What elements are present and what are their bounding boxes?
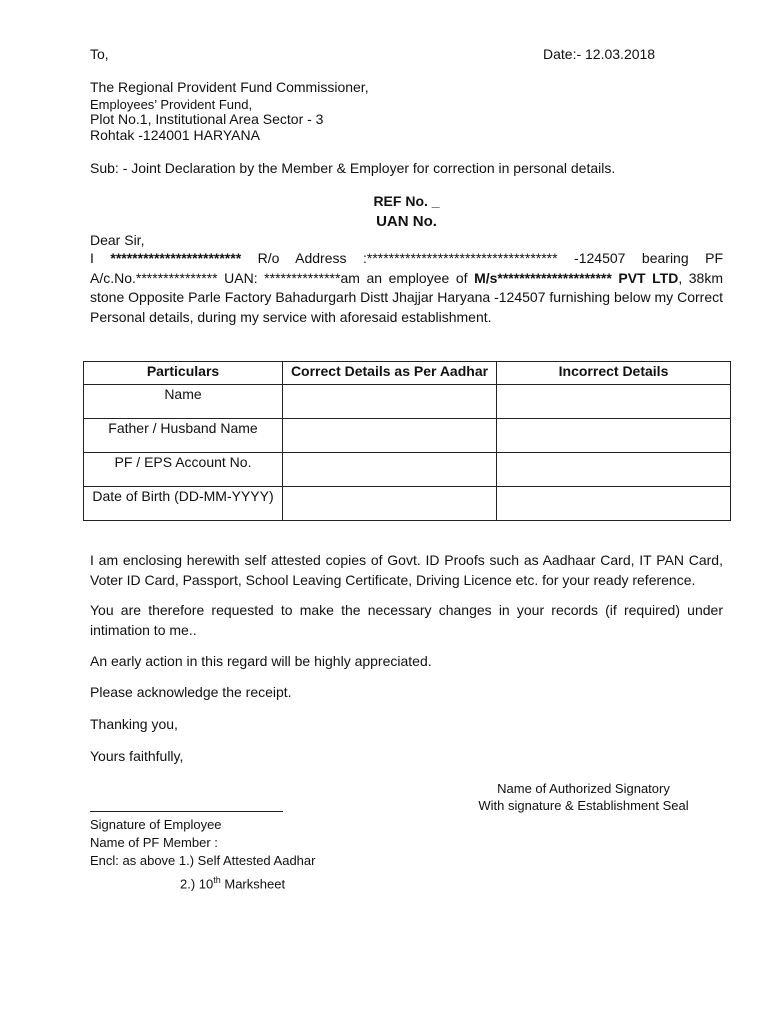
request-paragraph: You are therefore requested to make the necessary changes in your records (if required) under intimation to me.. bbox=[90, 602, 723, 638]
intro-address: R/o Address :*********************************** -124507 bearing PF A/c.No.*************** UAN: **************am an employee of bbox=[90, 250, 724, 286]
encl2-post: Marksheet bbox=[220, 876, 286, 892]
member-name: ************************ bbox=[110, 250, 242, 266]
ref-number: REF No. _ bbox=[373, 193, 440, 209]
table-header-row bbox=[84, 362, 731, 385]
salutation: Dear Sir, bbox=[90, 232, 145, 248]
uan-number: UAN No. bbox=[376, 213, 437, 230]
to-line: To, bbox=[90, 46, 109, 62]
subject-line: Sub: - Joint Declaration by the Member & Employer for correction in personal details. bbox=[90, 160, 616, 176]
details-table bbox=[83, 361, 731, 521]
cell-correct bbox=[283, 419, 497, 453]
thanking-line: Thanking you, bbox=[90, 716, 178, 732]
encl2-sup: th bbox=[213, 875, 221, 885]
authorized-signatory-label: Name of Authorized Signatory bbox=[497, 781, 670, 796]
cell-incorrect bbox=[497, 419, 731, 453]
pf-member-label: Name of PF Member : bbox=[90, 835, 218, 850]
header-correct: Correct Details as Per Aadhar bbox=[283, 362, 497, 385]
address-line-2: Employees’ Provident Fund, bbox=[90, 97, 253, 112]
employee-signature-label: Signature of Employee bbox=[90, 817, 222, 832]
address-line-1: The Regional Provident Fund Commissioner, bbox=[90, 79, 369, 95]
header-incorrect: Incorrect Details bbox=[497, 362, 731, 385]
cell-incorrect bbox=[497, 487, 731, 521]
cell-correct bbox=[283, 453, 497, 487]
employer-name: M/s********************* PVT LTD bbox=[474, 269, 679, 286]
row-label-pf: PF / EPS Account No. bbox=[84, 453, 283, 487]
table-row bbox=[84, 419, 731, 453]
row-label-dob: Date of Birth (DD-MM-YYYY) bbox=[84, 487, 283, 521]
enclosure-line-1: Encl: as above 1.) Self Attested Aadhar bbox=[90, 853, 316, 868]
encl2-pre: 2.) 10 bbox=[180, 876, 214, 892]
row-label-father: Father / Husband Name bbox=[84, 419, 283, 453]
cell-correct bbox=[283, 385, 497, 419]
intro-paragraph bbox=[90, 249, 723, 327]
date-line: Date:- 12.03.2018 bbox=[543, 46, 656, 62]
enclosure-line-2 bbox=[180, 872, 285, 892]
table-row bbox=[84, 487, 731, 521]
address-line-3: Plot No.1, Institutional Area Sector - 3 bbox=[90, 111, 324, 127]
header-particulars: Particulars bbox=[84, 362, 283, 385]
address-line-4: Rohtak -124001 HARYANA bbox=[90, 127, 260, 143]
row-label-name: Name bbox=[84, 385, 283, 419]
signature-line bbox=[90, 811, 283, 812]
cell-incorrect bbox=[497, 385, 731, 419]
cell-incorrect bbox=[497, 453, 731, 487]
intro-i: I bbox=[90, 250, 94, 266]
table-row bbox=[84, 385, 731, 419]
acknowledge-line: Please acknowledge the receipt. bbox=[90, 684, 292, 700]
early-action-line: An early action in this regard will be highly appreciated. bbox=[90, 653, 432, 669]
closing-line: Yours faithfully, bbox=[90, 748, 184, 764]
table-row bbox=[84, 453, 731, 487]
establishment-seal-label: With signature & Establishment Seal bbox=[478, 798, 689, 813]
cell-correct bbox=[283, 487, 497, 521]
intro-rest: , 38km stone Opposite Parle Factory Bahadurgarh Distt Jhajjar Haryana -124507 furnishing below my Correct Personal details, during my service with aforesaid establishment. bbox=[90, 269, 724, 325]
enclosure-paragraph: I am enclosing herewith self attested copies of Govt. ID Proofs such as Aadhaar Card, IT PAN Card, Voter ID Card, Passport, School Leaving Certificate, Driving Licence etc. for your ready reference. bbox=[90, 552, 723, 588]
